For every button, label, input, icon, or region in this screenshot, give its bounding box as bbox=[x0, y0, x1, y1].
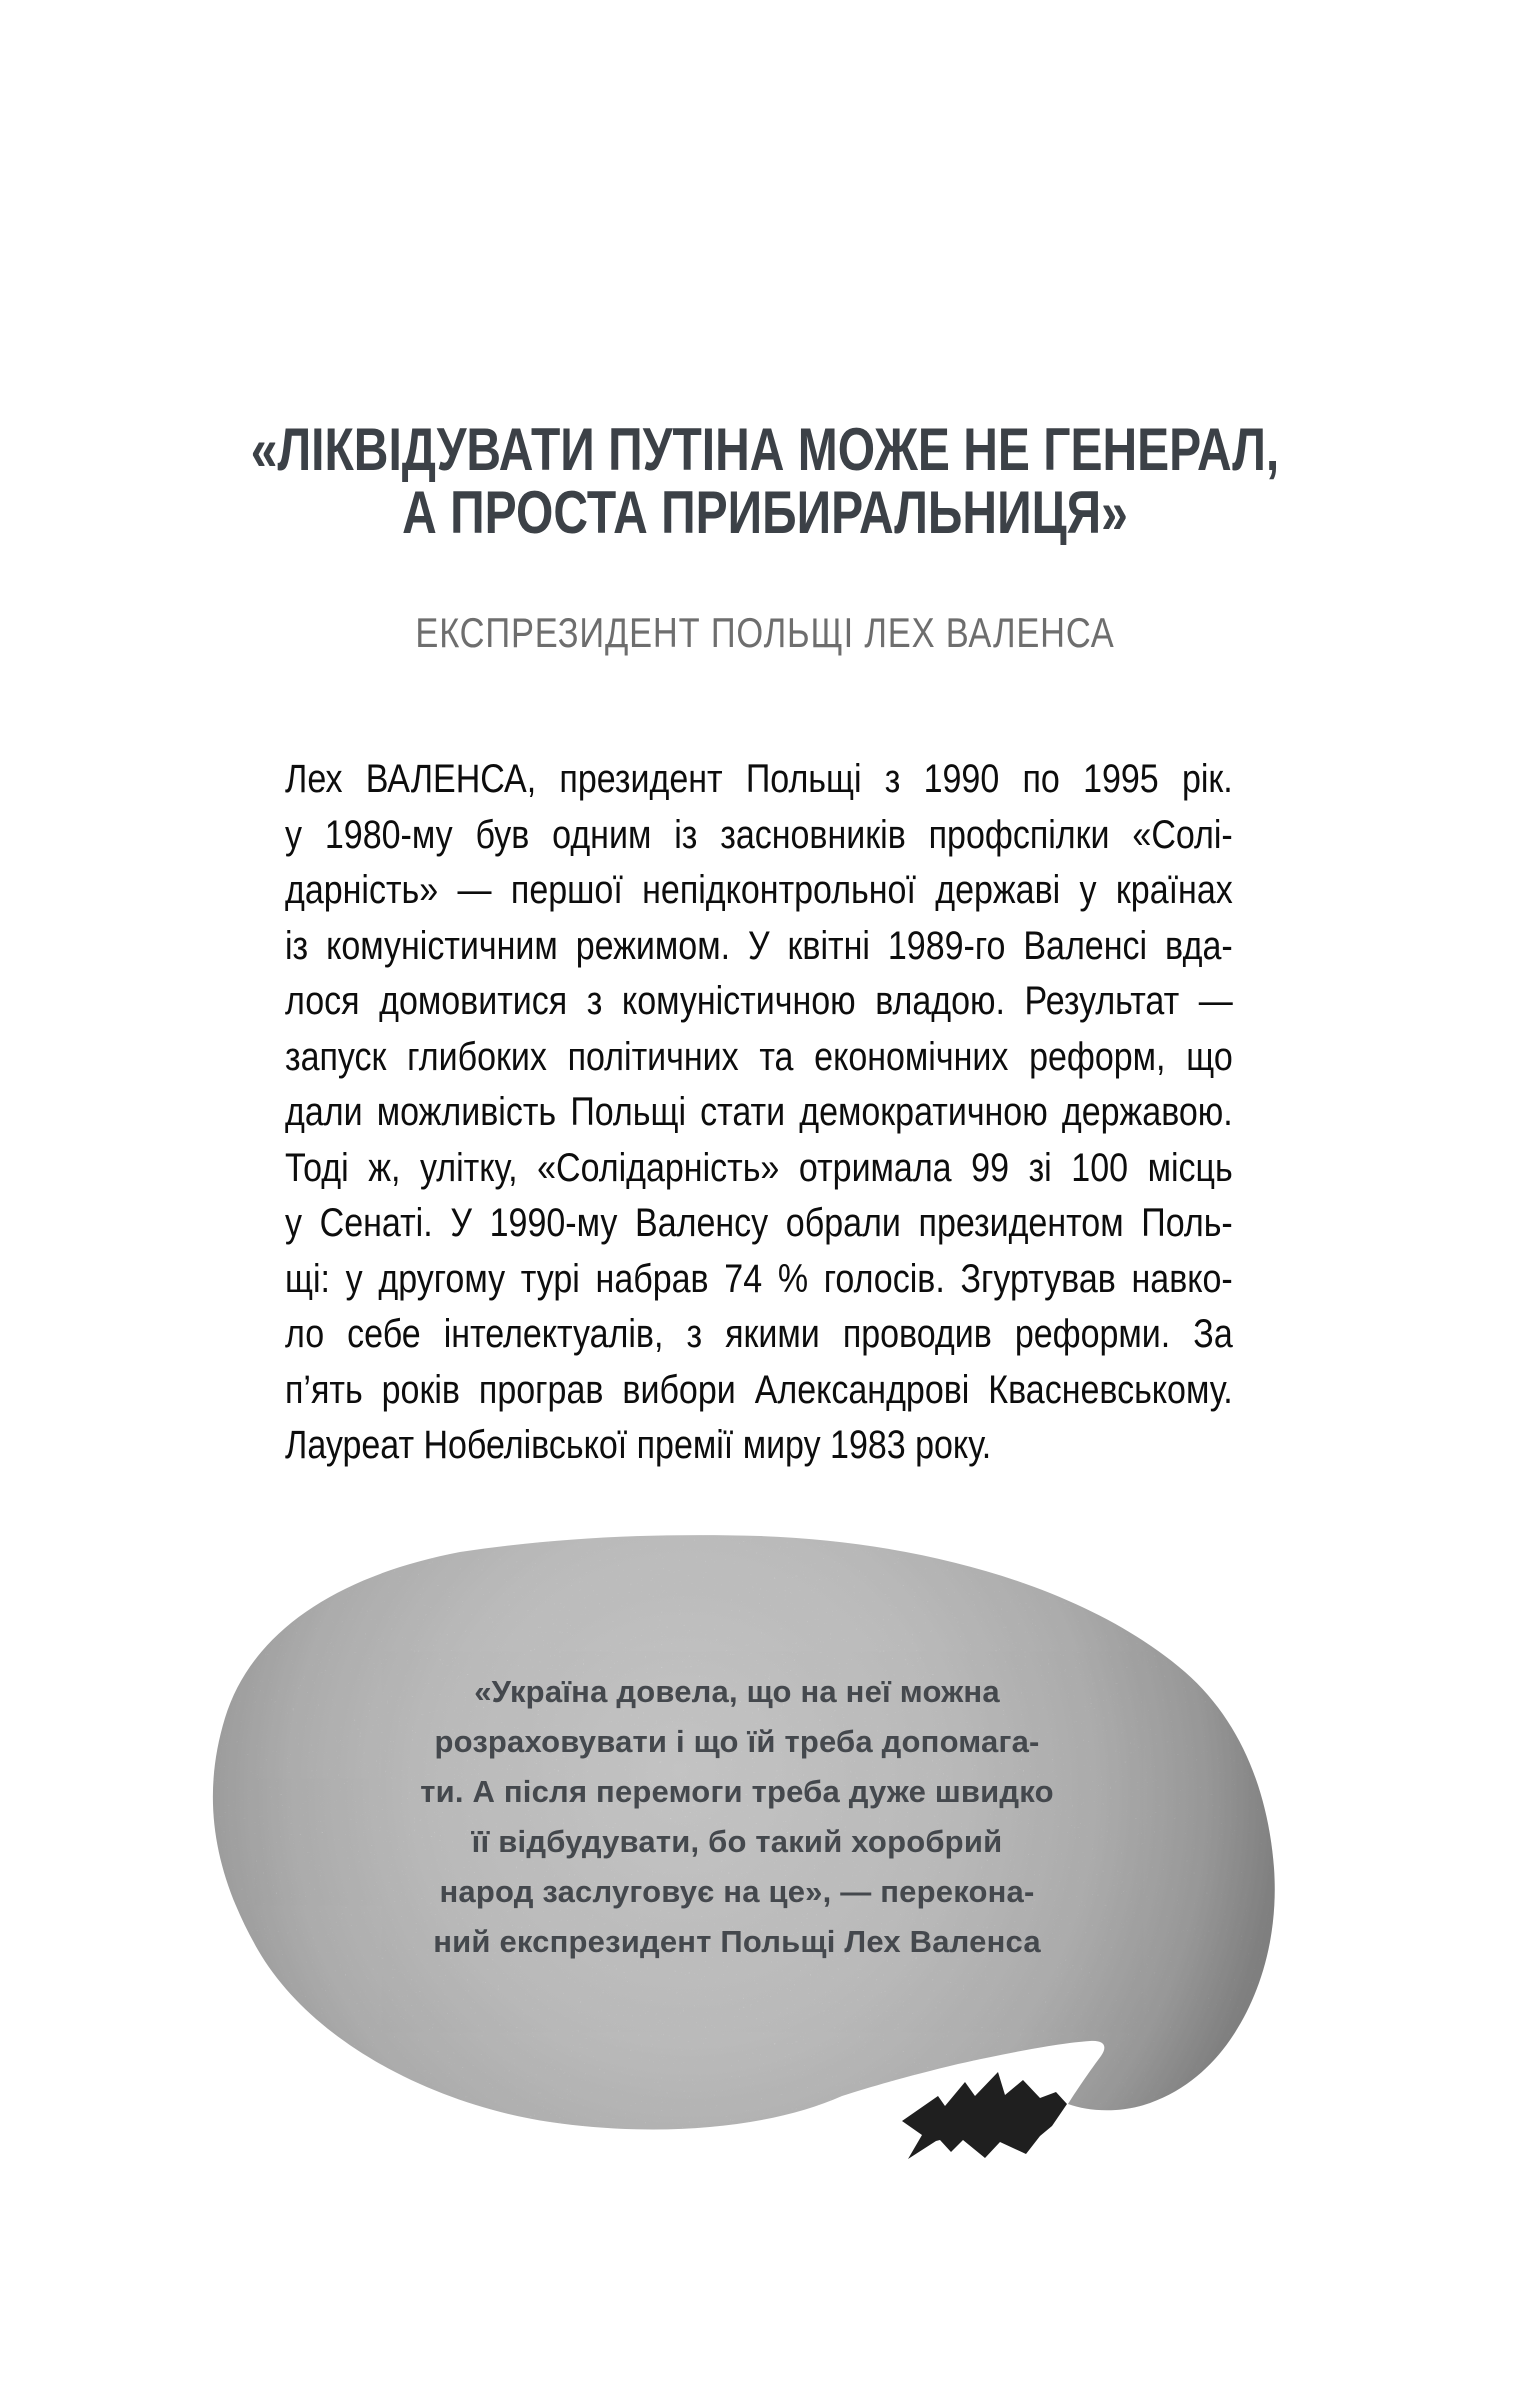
bubble-line: «Україна довела, що на неї можна bbox=[474, 1674, 1000, 1709]
body-line: Лауреат Нобелівської премії миру 1983 року. bbox=[285, 1423, 992, 1467]
body-line: Тоді ж, улітку, «Солідарність» отримала 99 зі 100 місць bbox=[285, 1145, 1233, 1190]
page-title-line-1: «ЛІКВІДУВАТИ ПУТІНА МОЖЕ НЕ ГЕНЕРАЛ, bbox=[250, 416, 1280, 483]
body-line: у Сенаті. У 1990-му Валенсу обрали президентом Поль- bbox=[285, 1201, 1233, 1245]
page-title bbox=[153, 418, 1377, 544]
page-title-line-2: А ПРОСТА ПРИБИРАЛЬНИЦЯ» bbox=[402, 479, 1128, 546]
body-line: Лех ВАЛЕНСА, президент Польщі з 1990 по 1995 рік. bbox=[285, 757, 1233, 801]
bubble-line: розраховувати і що їй треба допомага- bbox=[434, 1724, 1040, 1759]
bubble-line: ний експрезидент Польщі Лех Валенса bbox=[433, 1924, 1041, 1959]
bubble-line: народ заслуговує на це», — перекона- bbox=[439, 1874, 1035, 1909]
fish-silhouette bbox=[902, 2072, 1067, 2159]
body-line: дали можливість Польщі стати демократичною державою. bbox=[285, 1090, 1233, 1134]
biography-paragraph bbox=[285, 752, 1233, 1474]
body-line: із комуністичним режимом. У квітні 1989-го Валенсі вда- bbox=[285, 923, 1233, 968]
body-line: дарність» — першої непідконтрольної державі у країнах bbox=[285, 868, 1233, 912]
body-line: лося домовитися з комуністичною владою. Результат — bbox=[285, 979, 1233, 1023]
body-line: щі: у другому турі набрав 74 % голосів. Згуртував навко- bbox=[285, 1256, 1233, 1301]
bubble-line: ти. А після перемоги треба дуже швидко bbox=[420, 1774, 1054, 1809]
page-subtitle: ЕКСПРЕЗИДЕНТ ПОЛЬЩІ ЛЕХ ВАЛЕНСА bbox=[415, 609, 1115, 656]
body-line: п’ять років програв вибори Александрові Квасневському. bbox=[285, 1367, 1233, 1412]
body-line: у 1980-му був одним із засновників профспілки «Солі- bbox=[285, 812, 1233, 857]
body-line: запуск глибоких політичних та економічних реформ, що bbox=[285, 1034, 1233, 1079]
bubble-line: її відбудувати, бо такий хоробрий bbox=[471, 1824, 1003, 1859]
body-line: ло себе інтелектуалів, з якими проводив реформи. За bbox=[285, 1312, 1233, 1356]
speech-bubble-quote bbox=[137, 1667, 1337, 1967]
